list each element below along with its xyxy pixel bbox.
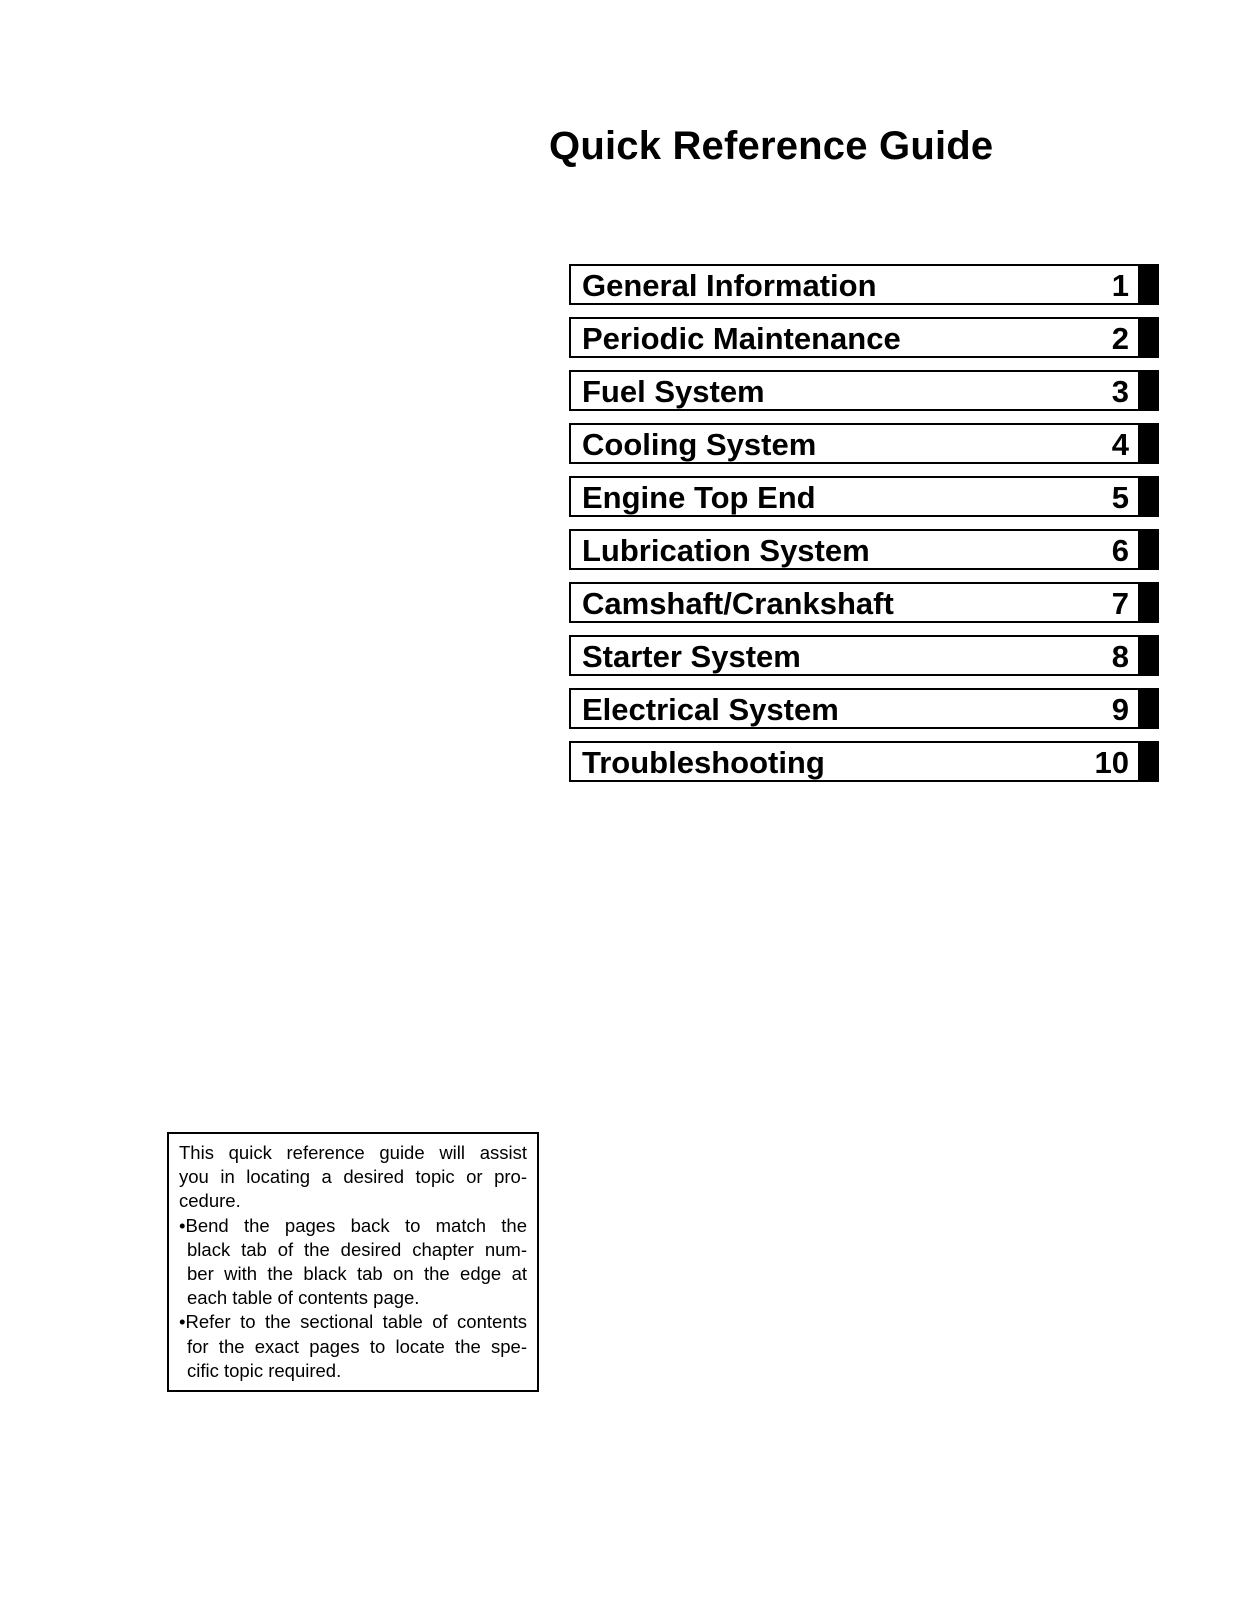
chapter-row-10[interactable]: [569, 741, 1159, 782]
chapter-label: Troubleshooting: [582, 745, 825, 780]
black-tab-marker: [1138, 635, 1159, 676]
chapter-index: [569, 264, 1159, 794]
chapter-row-4[interactable]: [569, 423, 1159, 464]
chapter-label: Starter System: [582, 639, 801, 674]
black-tab-marker: [1138, 582, 1159, 623]
chapter-label: Electrical System: [582, 692, 839, 727]
chapter-number: 3: [1111, 374, 1129, 409]
chapter-number: 6: [1111, 533, 1129, 568]
chapter-row-6[interactable]: [569, 529, 1159, 570]
black-tab-marker: [1138, 264, 1159, 305]
chapter-number: 8: [1111, 639, 1129, 674]
black-tab-marker: [1138, 688, 1159, 729]
black-tab-marker: [1138, 741, 1159, 782]
black-tab-marker: [1138, 476, 1159, 517]
note-line: you in locating a desired topic or pro-: [179, 1166, 527, 1188]
note-line: This quick reference guide will assist: [179, 1142, 527, 1163]
black-tab-marker: [1138, 317, 1159, 358]
page-title: Quick Reference Guide: [549, 124, 994, 168]
chapter-label: Fuel System: [582, 374, 765, 409]
chapter-label: Engine Top End: [582, 480, 816, 515]
chapter-label: Camshaft/Crankshaft: [582, 586, 894, 621]
chapter-number: 1: [1111, 268, 1129, 303]
note-line: •Refer to the sectional table of contents: [179, 1311, 527, 1333]
note-line: for the exact pages to locate the spe-: [187, 1335, 527, 1357]
note-line: •Bend the pages back to match the: [179, 1214, 527, 1236]
note-line: black tab of the desired chapter num-: [187, 1238, 527, 1260]
chapter-label: Periodic Maintenance: [582, 321, 901, 356]
black-tab-marker: [1138, 423, 1159, 464]
usage-note-box: [167, 1132, 539, 1392]
chapter-row-5[interactable]: [569, 476, 1159, 517]
note-line: cific topic required.: [187, 1359, 342, 1381]
chapter-row-3[interactable]: [569, 370, 1159, 411]
chapter-number: 2: [1111, 321, 1129, 356]
note-line: cedure.: [179, 1190, 241, 1212]
chapter-number: 7: [1111, 586, 1129, 621]
note-line: each table of contents page.: [187, 1287, 420, 1309]
chapter-label: Cooling System: [582, 427, 817, 462]
chapter-row-1[interactable]: [569, 264, 1159, 305]
chapter-row-9[interactable]: [569, 688, 1159, 729]
chapter-number: 10: [1094, 745, 1129, 780]
black-tab-marker: [1138, 370, 1159, 411]
chapter-label: General Information: [582, 268, 877, 303]
chapter-row-8[interactable]: [569, 635, 1159, 676]
chapter-row-7[interactable]: [569, 582, 1159, 623]
chapter-row-2[interactable]: [569, 317, 1159, 358]
note-line: ber with the black tab on the edge at: [187, 1263, 527, 1285]
chapter-number: 5: [1111, 480, 1129, 515]
chapter-number: 4: [1111, 427, 1129, 462]
chapter-number: 9: [1111, 692, 1129, 727]
black-tab-marker: [1138, 529, 1159, 570]
chapter-label: Lubrication System: [582, 533, 870, 568]
